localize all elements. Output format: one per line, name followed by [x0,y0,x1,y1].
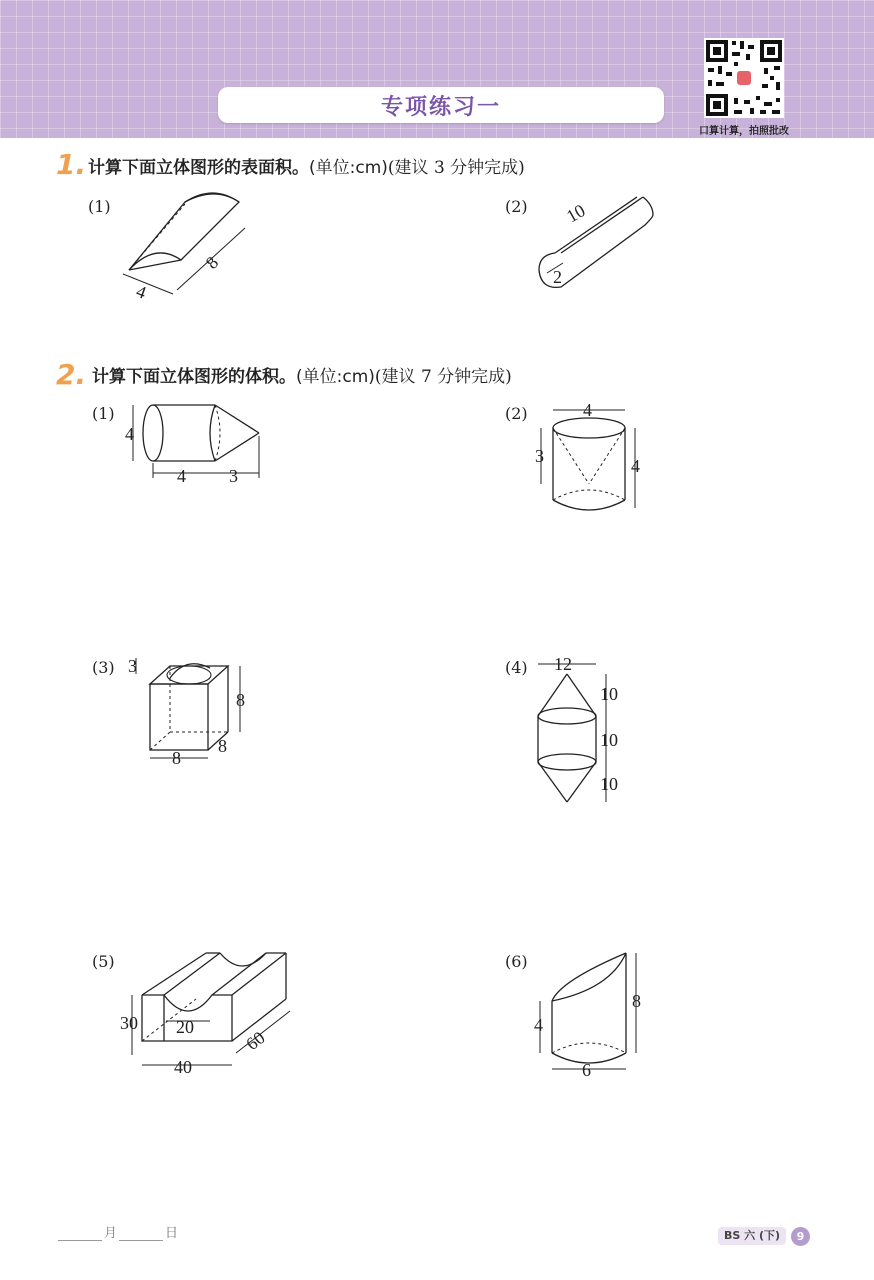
q2-item-5-label: (5) [92,952,115,971]
q2-3-dim-height: 8 [236,690,245,710]
q2-1-dim-cone-height: 3 [229,466,238,486]
q2-item-1-label: (1) [92,404,115,423]
q2-5-dim-width: 40 [174,1057,192,1077]
qr-caption: 口算计算，拍照批改 [699,126,789,137]
page-title: 专项练习一 [380,94,501,120]
q2-6-dim-long-height: 8 [632,991,641,1011]
qr-code[interactable] [704,38,784,118]
question-1-text [88,153,525,178]
q1-item-1-label: (1) [88,197,111,216]
grade-tag: BS 六 (下) [718,1227,786,1245]
question-2-prompt: 计算下面立体图形的体积。 [92,367,296,387]
q2-4-dim-cylinder: 10 [600,730,618,750]
half-cylinder-figure [115,190,275,305]
q2-2-dim-cyl-height: 4 [631,456,640,476]
q2-item-2-label: (2) [505,404,528,423]
month-label: 月 [104,1226,118,1241]
date-field [58,1222,178,1241]
question-2-note: (建议 7 分钟完成) [374,367,512,387]
grooved-block-figure [120,945,310,1085]
q1-item-2-label: (2) [505,197,528,216]
q2-5-dim-height: 30 [120,1013,138,1033]
cylinder-cone-cut-figure [535,400,655,520]
question-1-unit: (单位:cm) [309,158,388,178]
question-1-prompt: 计算下面立体图形的表面积。 [88,158,309,178]
q2-2-dim-diameter: 4 [583,400,592,420]
question-1-note: (建议 3 分钟完成) [387,158,525,178]
question-2-number: 2. [56,358,87,391]
question-1-number: 1. [56,148,87,181]
q1-1-dim-length: 8 [201,252,223,273]
q2-5-dim-groove: 20 [176,1017,194,1037]
slanted-cylinder-figure [530,945,650,1085]
q1-1-dim-width: 4 [133,280,149,303]
q2-1-dim-cyl-length: 4 [177,466,186,486]
day-blank[interactable] [119,1226,163,1241]
q2-5-dim-length: 60 [242,1027,269,1055]
q1-2-dim-radius: 2 [553,267,562,287]
q2-3-dim-height-top: 3 [128,656,137,676]
month-blank[interactable] [58,1226,102,1241]
q2-1-dim-diameter: 4 [125,424,134,444]
q2-2-dim-cone-height: 3 [535,446,544,466]
q2-3-dim-width: 8 [172,748,181,768]
question-2-unit: (单位:cm) [296,367,375,387]
q2-4-dim-top-cone: 10 [600,684,618,704]
cylinder-cone-figure [125,400,275,490]
q2-item-3-label: (3) [92,658,115,677]
q2-6-dim-short-height: 4 [534,1015,543,1035]
qr-code-icon [704,38,784,118]
q1-2-dim-length: 10 [563,200,589,227]
q2-item-6-label: (6) [505,952,528,971]
q2-6-dim-diameter: 6 [582,1060,591,1080]
cone-cylinder-cone-figure [530,650,630,810]
page-number: 9 [791,1227,810,1246]
q2-3-dim-depth: 8 [218,736,227,756]
half-pipe-figure [535,195,665,295]
q2-item-4-label: (4) [505,658,528,677]
question-2-text [92,362,512,387]
q2-4-dim-bottom-cone: 10 [600,774,618,794]
q2-4-dim-diameter: 12 [554,654,572,674]
title-bar [218,87,664,123]
cube-half-cylinder-figure [128,650,258,770]
day-label: 日 [165,1226,179,1241]
